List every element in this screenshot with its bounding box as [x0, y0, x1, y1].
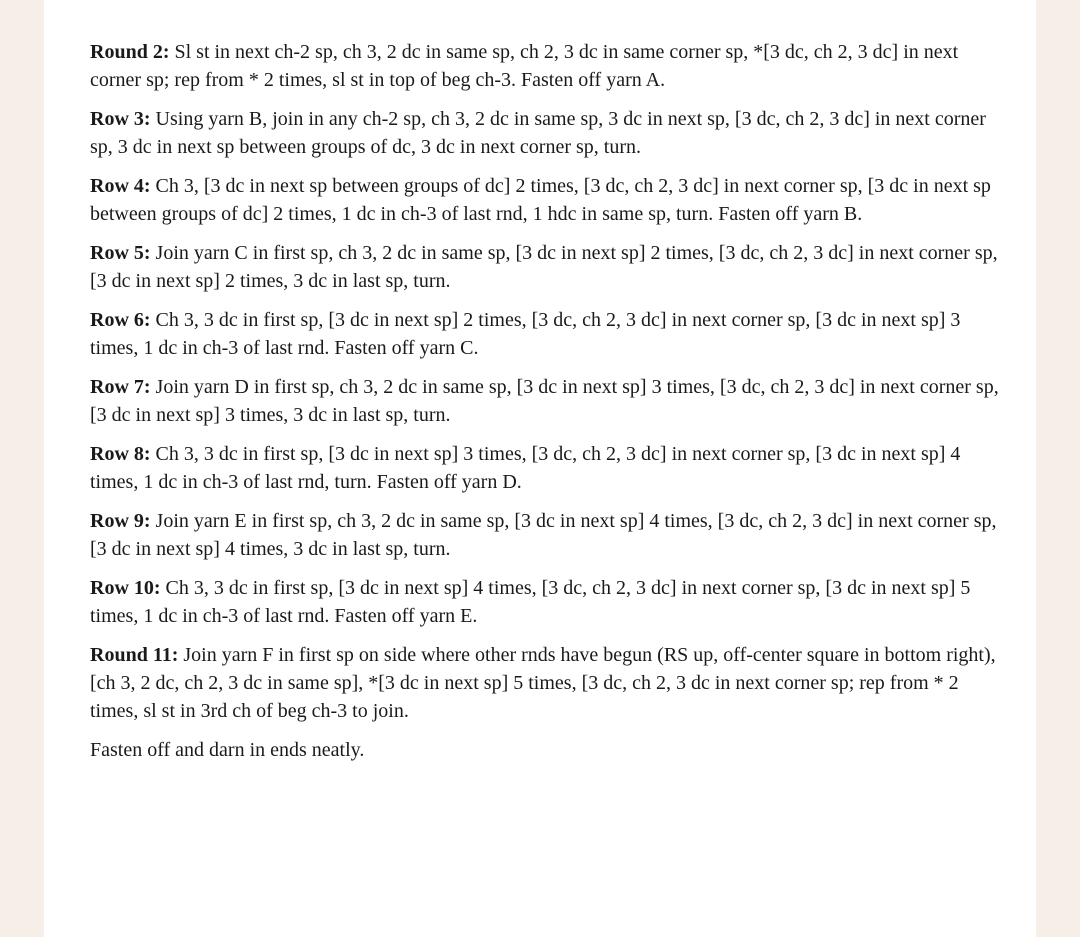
- instruction-label: Row 7:: [90, 376, 151, 398]
- instruction-label: Row 6:: [90, 309, 151, 331]
- instruction-row-10: [90, 574, 1000, 630]
- instruction-label: Row 3:: [90, 108, 151, 130]
- instruction-text: Sl st in next ch-2 sp, ch 3, 2 dc in same sp, ch 2, 3 dc in same corner sp, *[3 dc, ch 2, 3 dc] in next corner sp; rep from * 2 times, sl st in top of beg ch-3. Fasten off yarn A.: [90, 41, 959, 91]
- instruction-row-5: [90, 239, 1000, 295]
- instruction-text: Ch 3, 3 dc in first sp, [3 dc in next sp] 4 times, [3 dc, ch 2, 3 dc] in next corner sp, [3 dc in next sp] 5 times, 1 dc in ch-3 of last rnd. Fasten off yarn E.: [90, 577, 971, 627]
- instruction-text: Ch 3, 3 dc in first sp, [3 dc in next sp] 3 times, [3 dc, ch 2, 3 dc] in next corner sp, [3 dc in next sp] 4 times, 1 dc in ch-3 of last rnd, turn. Fasten off yarn D.: [90, 443, 961, 493]
- instruction-round-2: [90, 38, 1000, 94]
- closing-instruction: Fasten off and darn in ends neatly.: [90, 739, 365, 761]
- instruction-label: Row 8:: [90, 443, 151, 465]
- instruction-row-3: [90, 105, 1000, 161]
- instruction-row-8: [90, 440, 1000, 496]
- instruction-text: Join yarn E in first sp, ch 3, 2 dc in same sp, [3 dc in next sp] 4 times, [3 dc, ch 2, 3 dc] in next corner sp, [3 dc in next sp] 4 times, 3 dc in last sp, turn.: [90, 510, 997, 560]
- pattern-instructions: [90, 38, 1000, 775]
- instruction-row-4: [90, 172, 1000, 228]
- instruction-row-9: [90, 507, 1000, 563]
- instruction-label: Row 4:: [90, 175, 151, 197]
- instruction-label: Row 5:: [90, 242, 151, 264]
- instruction-text: Ch 3, [3 dc in next sp between groups of dc] 2 times, [3 dc, ch 2, 3 dc] in next corner sp, [3 dc in next sp between groups of dc] 2 times, 1 dc in ch-3 of last rnd, 1 hdc in same sp, turn. Fasten off yarn B.: [90, 175, 991, 225]
- instruction-text: Join yarn D in first sp, ch 3, 2 dc in same sp, [3 dc in next sp] 3 times, [3 dc, ch 2, 3 dc] in next corner sp, [3 dc in next sp] 3 times, 3 dc in last sp, turn.: [90, 376, 999, 426]
- instruction-label: Row 10:: [90, 577, 161, 599]
- instruction-round-11: [90, 641, 1000, 725]
- instruction-text: Ch 3, 3 dc in first sp, [3 dc in next sp] 2 times, [3 dc, ch 2, 3 dc] in next corner sp, [3 dc in next sp] 3 times, 1 dc in ch-3 of last rnd. Fasten off yarn C.: [90, 309, 961, 359]
- document-page: [44, 0, 1036, 937]
- instruction-label: Row 9:: [90, 510, 151, 532]
- instruction-text: Join yarn F in first sp on side where other rnds have begun (RS up, off-center square in bottom right), [ch 3, 2 dc, ch 2, 3 dc in same sp], *[3 dc in next sp] 5 times, [3 dc, ch 2, 3 dc in next corner sp; rep from * 2 times, sl st in 3rd ch of beg ch-3 to join.: [90, 644, 996, 722]
- instruction-row-7: [90, 373, 1000, 429]
- instruction-text: Join yarn C in first sp, ch 3, 2 dc in same sp, [3 dc in next sp] 2 times, [3 dc, ch 2, 3 dc] in next corner sp, [3 dc in next sp] 2 times, 3 dc in last sp, turn.: [90, 242, 998, 292]
- instruction-text: Using yarn B, join in any ch-2 sp, ch 3, 2 dc in same sp, 3 dc in next sp, [3 dc, ch 2, 3 dc] in next corner sp, 3 dc in next sp between groups of dc, 3 dc in next corner sp, turn.: [90, 108, 986, 158]
- instruction-row-6: [90, 306, 1000, 362]
- instruction-label: Round 2:: [90, 41, 170, 63]
- instruction-label: Round 11:: [90, 644, 179, 666]
